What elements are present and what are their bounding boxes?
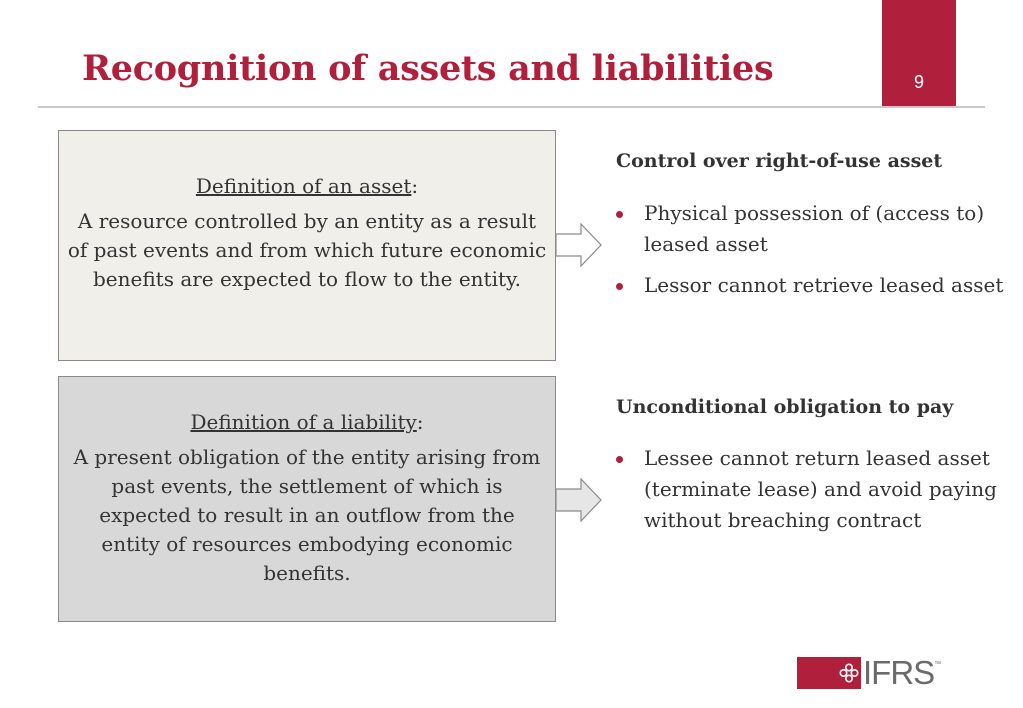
asset-definition-heading [67,171,547,201]
control-heading: Control over right-of-use asset [616,150,943,172]
page-number: 9 [913,72,924,92]
liability-heading-colon: : [416,410,424,434]
bullet-text: Physical possession of (access to) leased asset [644,201,985,256]
flower-icon [837,657,861,689]
liability-definition-box [58,376,556,622]
control-bullet-list [616,198,1011,311]
asset-heading-text: Definition of an asset [195,174,412,198]
logo-bar [797,657,837,689]
bullet-icon [616,283,623,290]
obligation-heading: Unconditional obligation to pay [616,396,954,418]
asset-definition-box [58,130,556,361]
logo-trademark: ™ [934,661,942,668]
logo-text: IFRS [863,654,935,691]
slide-title: Recognition of assets and liabilities [82,48,774,89]
title-divider [38,106,985,108]
page-number-tab [882,0,956,107]
liability-heading-text: Definition of a liability [190,410,417,434]
bullet-text: Lessee cannot return leased asset (terminate lease) and avoid paying without breaching contract [644,446,997,532]
list-item [616,443,1011,536]
liability-definition-text: A present obligation of the entity arising from past events, the settlement of which is expected to result in an outflow from the entity of resources embodying economic benefits. [73,445,541,585]
right-arrow-icon [555,478,603,522]
obligation-bullet-list [616,443,1011,546]
list-item [616,270,1011,301]
asset-heading-colon: : [411,174,419,198]
ifrs-logo [797,654,942,691]
liability-definition-heading [67,407,547,437]
bullet-icon [616,456,623,463]
bullet-text: Lessor cannot retrieve leased asset [644,273,1004,297]
list-item [616,198,1011,260]
asset-definition-text: A resource controlled by an entity as a result of past events and from which future economic benefits are expected to flow to the entity. [67,209,547,291]
bullet-icon [616,211,623,218]
right-arrow-icon [555,223,603,267]
